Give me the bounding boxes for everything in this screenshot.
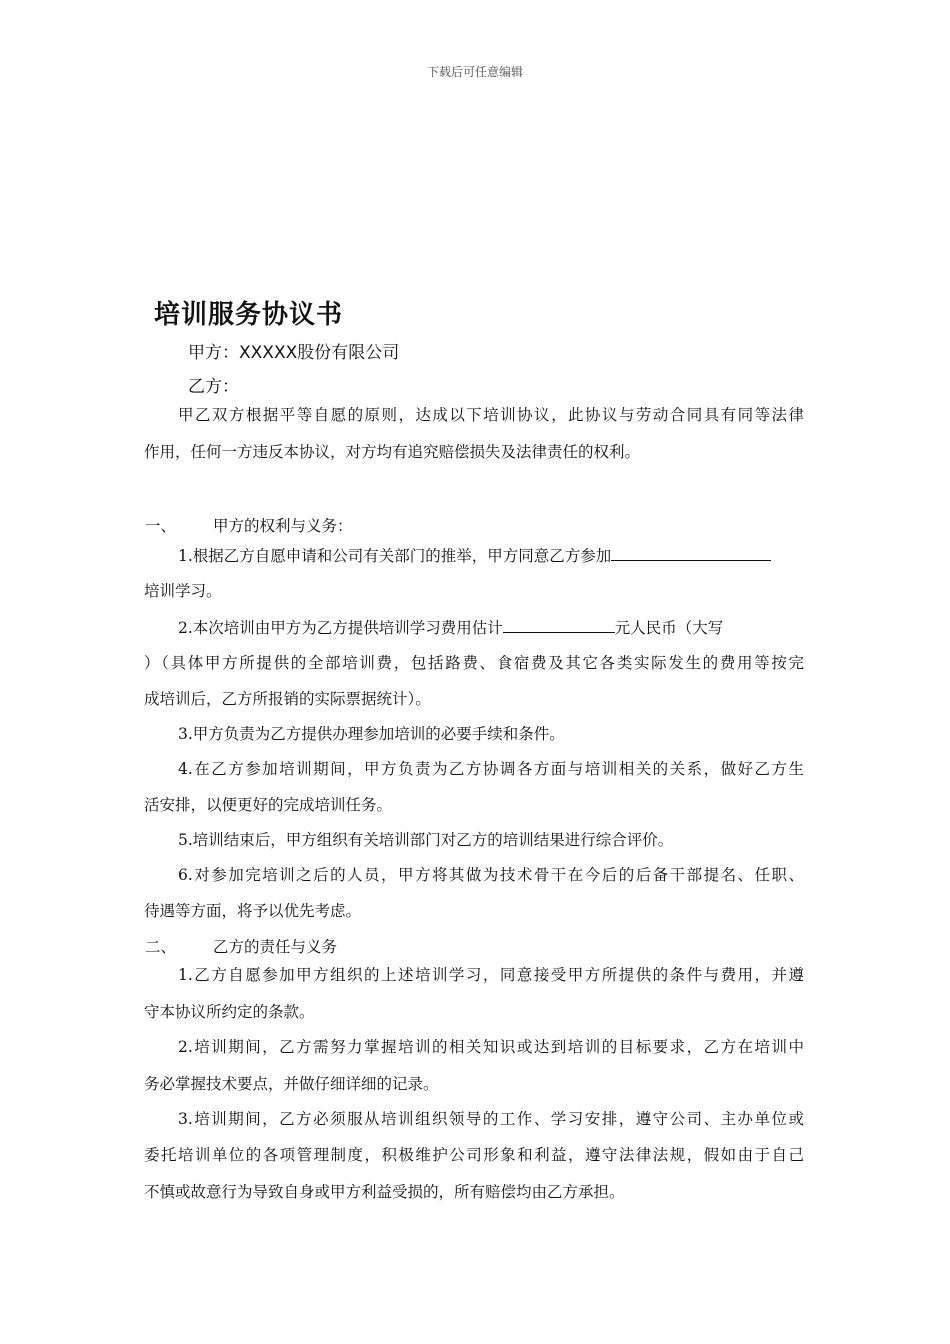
s1-item2-text-pre: 2.本次培训由甲方为乙方提供培训学习费用估计 [178,619,503,637]
s1-item2-line2: ）（具体甲方所提供的全部培训费，包括路费、食宿费及其它各类实际发生的费用等按完 [144,654,804,672]
s1-item6-line2: 待遇等方面，将予以优先考虑。 [144,902,362,920]
document-title: 培训服务协议书 [154,300,344,330]
party-b-line: 乙方： [188,377,239,397]
section-2-number: 二、 [145,938,177,956]
s1-item6-line1: 6.对参加完培训之后的人员，甲方将其做为技术骨干在今后的后备干部提名、任职、 [178,866,804,884]
intro-line-2: 作用，任何一方违反本协议，对方均有追究赔偿损失及法律责任的权利。 [144,443,641,461]
s1-item4-line1: 4.在乙方参加培训期间，甲方负责为乙方协调各方面与培训相关的关系，做好乙方生 [178,760,804,778]
s1-item1-text: 1.根据乙方自愿申请和公司有关部门的推举，甲方同意乙方参加 [178,547,612,565]
s2-item3-line1: 3.培训期间，乙方必须服从培训组织领导的工作、学习安排，遵守公司、主办单位或 [178,1110,804,1128]
s2-item2-line1: 2.培训期间，乙方需努力掌握培训的相关知识或达到培训的目标要求，乙方在培训中 [178,1038,804,1056]
course-name-blank [611,545,771,561]
s1-item2-text-post: 元人民币（大写 [614,619,724,637]
s1-item2-line1 [178,617,723,638]
s2-item1-line2: 守本协议所约定的条款。 [144,1003,315,1021]
s2-item2-line2: 务必掌握技术要点，并做仔细详细的记录。 [144,1075,439,1093]
party-a-line: 甲方：XXXXX股份有限公司 [188,343,400,363]
section-2-title: 乙方的责任与义务 [213,938,338,956]
fee-amount-blank [503,617,615,633]
s2-item3-line3: 不慎或故意行为导致自身或甲方利益受损的，所有赔偿均由乙方承担。 [144,1183,625,1201]
intro-line-1: 甲乙双方根据平等自愿的原则，达成以下培训协议，此协议与劳动合同具有同等法律 [178,406,804,424]
header-note: 下载后可任意编辑 [426,65,523,79]
s1-item5: 5.培训结束后，甲方组织有关培训部门对乙方的培训结果进行综合评价。 [178,831,674,849]
s1-item3: 3.甲方负责为乙方提供办理参加培训的必要手续和条件。 [178,725,565,743]
s1-item1-line2: 培训学习。 [144,582,222,600]
s1-item2-line3: 成培训后，乙方所报销的实际票据统计）。 [144,690,431,708]
s1-item1-line1 [178,545,771,566]
s2-item3-line2: 委托培训单位的各项管理制度，积极维护公司形象和利益，遵守法律法规，假如由于自己 [144,1146,804,1164]
s2-item1-line1: 1.乙方自愿参加甲方组织的上述培训学习，同意接受甲方所提供的条件与费用，并遵 [178,966,804,984]
s1-item4-line2: 活安排，以便更好的完成培训任务。 [144,796,393,814]
section-1-number: 一、 [145,517,177,535]
section-1-title: 甲方的权利与义务： [213,517,353,535]
